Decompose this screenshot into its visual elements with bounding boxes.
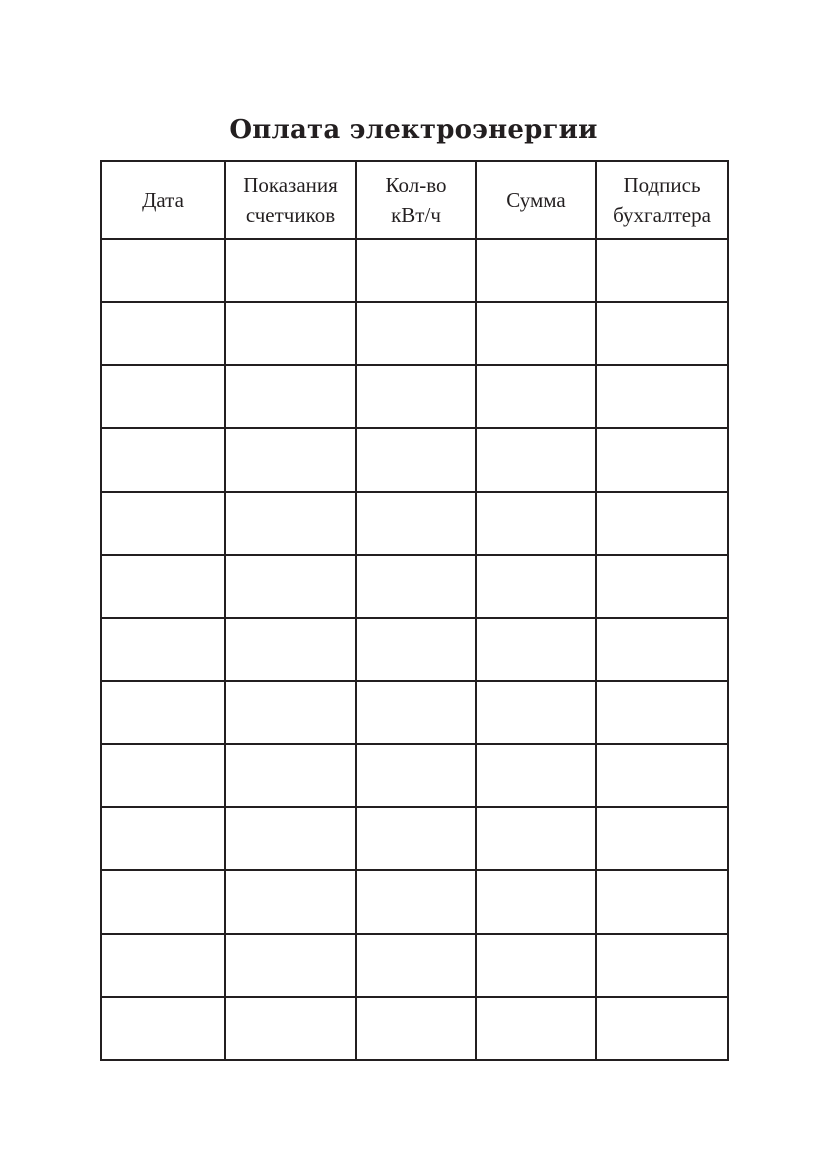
table-row: [101, 302, 728, 365]
table-cell-kwh: [356, 428, 476, 491]
table-cell-date: [101, 870, 225, 933]
table-cell-date: [101, 302, 225, 365]
table-row: [101, 492, 728, 555]
table-cell-kwh: [356, 934, 476, 997]
table-row: [101, 681, 728, 744]
table-cell-accountant-signature: [596, 428, 728, 491]
table-cell-date: [101, 807, 225, 870]
column-header-accountant-signature-line2: бухгалтера: [613, 203, 711, 227]
table-cell-accountant-signature: [596, 681, 728, 744]
column-header-kwh-line2: кВт/ч: [391, 203, 441, 227]
table-cell-meter-readings: [225, 492, 356, 555]
column-header-meter-readings-line1: Показания: [243, 173, 338, 197]
table-row: [101, 555, 728, 618]
table-cell-amount: [476, 428, 596, 491]
table-cell-amount: [476, 870, 596, 933]
table-cell-accountant-signature: [596, 870, 728, 933]
column-header-accountant-signature: [596, 161, 728, 239]
column-header-date: [101, 161, 225, 239]
table-cell-kwh: [356, 492, 476, 555]
table-cell-amount: [476, 997, 596, 1060]
table-row: [101, 870, 728, 933]
table-cell-amount: [476, 934, 596, 997]
table-cell-meter-readings: [225, 807, 356, 870]
table-cell-kwh: [356, 997, 476, 1060]
table-cell-date: [101, 239, 225, 302]
table-cell-kwh: [356, 807, 476, 870]
table-header-row: [101, 161, 728, 239]
table-cell-meter-readings: [225, 934, 356, 997]
table-row: [101, 365, 728, 428]
table-cell-kwh: [356, 681, 476, 744]
table-cell-accountant-signature: [596, 744, 728, 807]
table-cell-accountant-signature: [596, 934, 728, 997]
table-cell-amount: [476, 618, 596, 681]
column-header-amount: [476, 161, 596, 239]
table-cell-date: [101, 744, 225, 807]
table-cell-accountant-signature: [596, 618, 728, 681]
table-cell-kwh: [356, 744, 476, 807]
column-header-amount-label: Сумма: [506, 188, 566, 212]
table-cell-meter-readings: [225, 428, 356, 491]
table-cell-date: [101, 428, 225, 491]
table-cell-meter-readings: [225, 870, 356, 933]
table-cell-meter-readings: [225, 744, 356, 807]
table-row: [101, 618, 728, 681]
table-cell-amount: [476, 302, 596, 365]
table-row: [101, 807, 728, 870]
column-header-kwh-line1: Кол-во: [385, 173, 447, 197]
table-cell-amount: [476, 744, 596, 807]
table-cell-kwh: [356, 239, 476, 302]
table-cell-kwh: [356, 302, 476, 365]
table-cell-kwh: [356, 870, 476, 933]
table-cell-date: [101, 618, 225, 681]
column-header-kwh: [356, 161, 476, 239]
table-cell-kwh: [356, 618, 476, 681]
table-cell-date: [101, 492, 225, 555]
column-header-accountant-signature-line1: Подпись: [623, 173, 701, 197]
table-cell-meter-readings: [225, 239, 356, 302]
table-cell-amount: [476, 807, 596, 870]
table-row: [101, 997, 728, 1060]
table-row: [101, 428, 728, 491]
table-cell-accountant-signature: [596, 302, 728, 365]
table-row: [101, 934, 728, 997]
table-row: [101, 239, 728, 302]
table-cell-amount: [476, 681, 596, 744]
table-cell-accountant-signature: [596, 997, 728, 1060]
table-cell-accountant-signature: [596, 492, 728, 555]
table-cell-meter-readings: [225, 997, 356, 1060]
table-cell-amount: [476, 365, 596, 428]
page-title: Оплата электроэнергии: [229, 115, 598, 146]
table-cell-meter-readings: [225, 302, 356, 365]
table-cell-amount: [476, 555, 596, 618]
table-cell-meter-readings: [225, 618, 356, 681]
payment-table: [100, 160, 729, 1061]
table-cell-date: [101, 997, 225, 1060]
table-cell-amount: [476, 239, 596, 302]
table-cell-meter-readings: [225, 365, 356, 428]
column-header-date-label: Дата: [142, 188, 184, 212]
table-row: [101, 744, 728, 807]
table-cell-accountant-signature: [596, 365, 728, 428]
column-header-meter-readings-line2: счетчиков: [245, 203, 336, 227]
table-cell-amount: [476, 492, 596, 555]
column-header-meter-readings: [225, 161, 356, 239]
table-cell-date: [101, 555, 225, 618]
table-body: [101, 239, 728, 1060]
table-cell-kwh: [356, 555, 476, 618]
table-cell-date: [101, 934, 225, 997]
table-cell-accountant-signature: [596, 807, 728, 870]
table-cell-date: [101, 365, 225, 428]
table-cell-meter-readings: [225, 681, 356, 744]
table-cell-meter-readings: [225, 555, 356, 618]
table-cell-accountant-signature: [596, 239, 728, 302]
table-cell-kwh: [356, 365, 476, 428]
table-cell-accountant-signature: [596, 555, 728, 618]
table-cell-date: [101, 681, 225, 744]
